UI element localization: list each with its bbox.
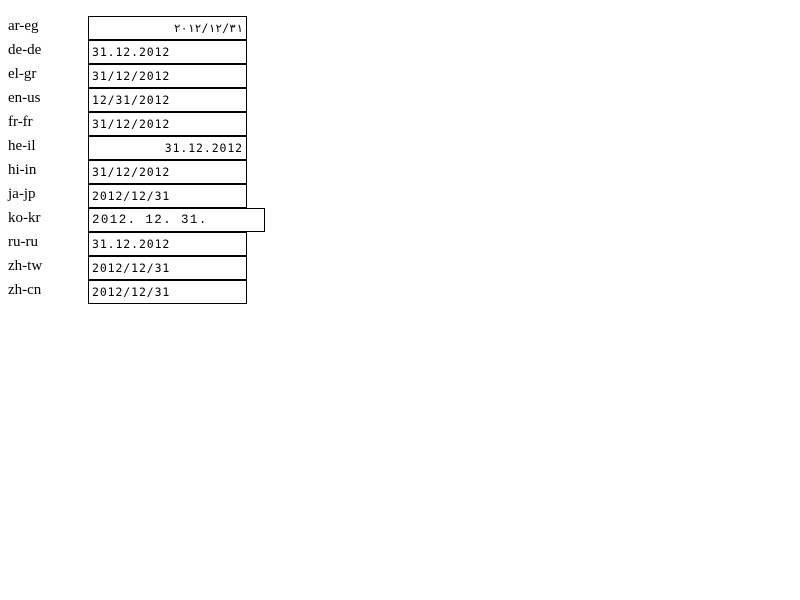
date-field-ko-kr[interactable]: 2012. 12. 31. bbox=[88, 208, 265, 232]
row-zh-cn bbox=[8, 280, 308, 304]
date-field-ru-ru[interactable]: 31.12.2012 bbox=[88, 232, 247, 256]
locale-label-fr-fr: fr-fr bbox=[8, 114, 33, 130]
date-field-he-il[interactable]: 31.12.2012 bbox=[88, 136, 247, 160]
locale-label-en-us: en-us bbox=[8, 90, 41, 106]
date-field-en-us[interactable]: 12/31/2012 bbox=[88, 88, 247, 112]
date-field-fr-fr[interactable]: 31/12/2012 bbox=[88, 112, 247, 136]
row-zh-tw bbox=[8, 256, 308, 280]
locale-label-ru-ru: ru-ru bbox=[8, 234, 38, 250]
date-field-ja-jp[interactable]: 2012/12/31 bbox=[88, 184, 247, 208]
row-ko-kr bbox=[8, 208, 308, 232]
locale-label-hi-in: hi-in bbox=[8, 162, 37, 178]
row-ar-eg bbox=[8, 16, 308, 40]
locale-label-el-gr: el-gr bbox=[8, 66, 37, 82]
row-ru-ru bbox=[8, 232, 308, 256]
date-field-hi-in[interactable]: 31/12/2012 bbox=[88, 160, 247, 184]
row-el-gr bbox=[8, 64, 308, 88]
locale-label-he-il: he-il bbox=[8, 138, 36, 154]
row-hi-in bbox=[8, 160, 308, 184]
row-he-il bbox=[8, 136, 308, 160]
date-field-el-gr[interactable]: 31/12/2012 bbox=[88, 64, 247, 88]
date-field-zh-tw[interactable]: 2012/12/31 bbox=[88, 256, 247, 280]
locale-date-list bbox=[8, 16, 308, 304]
row-de-de bbox=[8, 40, 308, 64]
locale-label-zh-cn: zh-cn bbox=[8, 282, 42, 298]
locale-label-ja-jp: ja-jp bbox=[8, 186, 36, 202]
date-field-zh-cn[interactable]: 2012/12/31 bbox=[88, 280, 247, 304]
locale-label-de-de: de-de bbox=[8, 42, 42, 58]
locale-label-zh-tw: zh-tw bbox=[8, 258, 43, 274]
locale-label-ar-eg: ar-eg bbox=[8, 18, 39, 34]
row-fr-fr bbox=[8, 112, 308, 136]
date-field-de-de[interactable]: 31.12.2012 bbox=[88, 40, 247, 64]
locale-label-ko-kr: ko-kr bbox=[8, 210, 41, 226]
date-field-ar-eg[interactable]: ٢٠١٢/١٢/٣١ bbox=[88, 16, 247, 40]
row-en-us bbox=[8, 88, 308, 112]
row-ja-jp bbox=[8, 184, 308, 208]
